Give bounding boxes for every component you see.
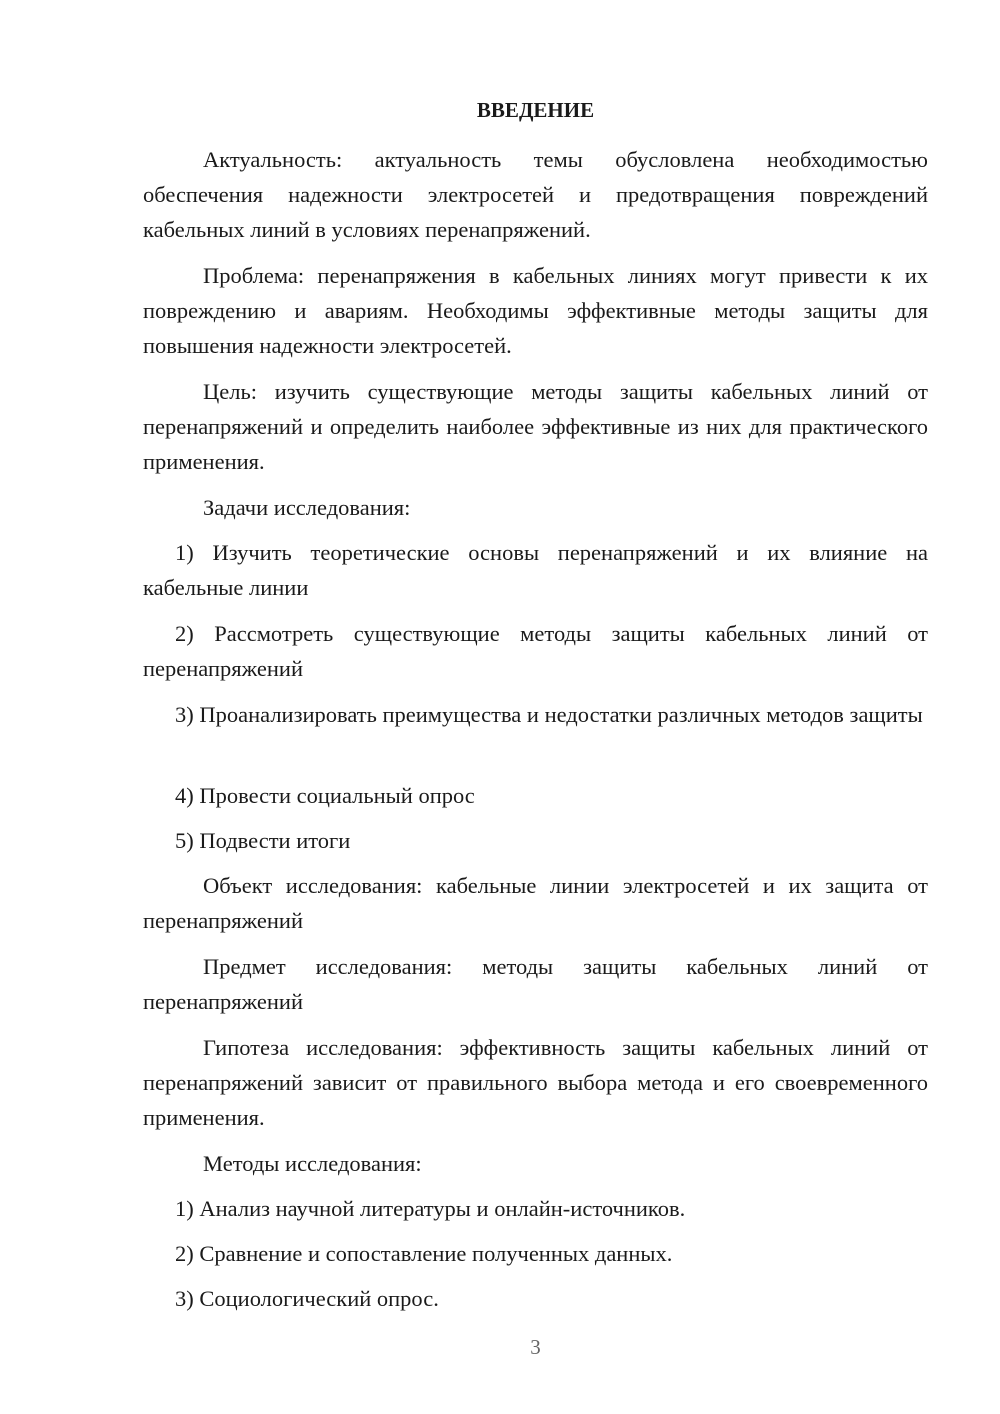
problem-paragraph: Проблема: перенапряжения в кабельных линиях могут привести к их повреждению и авариям. Необходимы эффективные методы защиты для повышения надежности электросетей. [143,263,928,358]
goal-paragraph: Цель: изучить существующие методы защиты кабельных линий от перенапряжений и определить наиболее эффективные из них для практического применения. [143,379,928,474]
methods-heading: Методы исследования: [203,1151,422,1176]
task-item: 5) Подвести итоги [175,828,351,853]
method-item: 2) Сравнение и сопоставление полученных данных. [175,1241,673,1266]
page-title: ВВЕДЕНИЕ [476,98,595,122]
hypothesis-paragraph: Гипотеза исследования: эффективность защиты кабельных линий от перенапряжений зависит от правильного выбора метода и его своевременного применения. [143,1035,928,1130]
relevance-paragraph: Актуальность: актуальность темы обусловлена необходимостью обеспечения надежности электросетей и предотвращения повреждений кабельных линий в условиях перенапряжений. [143,147,928,242]
document-page [143,0,928,1414]
task-item: 4) Провести социальный опрос [175,783,475,808]
task-item: 1) Изучить теоретические основы перенапряжений и их влияние на кабельные линии [143,540,928,600]
method-item: 3) Социологический опрос. [175,1286,439,1311]
method-item: 1) Анализ научной литературы и онлайн-источников. [175,1196,686,1221]
task-item: 2) Рассмотреть существующие методы защиты кабельных линий от перенапряжений [143,621,928,681]
object-paragraph: Объект исследования: кабельные линии электросетей и их защита от перенапряжений [143,873,928,933]
subject-paragraph: Предмет исследования: методы защиты кабельных линий от перенапряжений [143,954,928,1014]
task-item: 3) Проанализировать преимущества и недостатки различных методов защиты [175,702,923,727]
tasks-heading: Задачи исследования: [203,495,411,520]
page-number: 3 [530,1335,541,1359]
